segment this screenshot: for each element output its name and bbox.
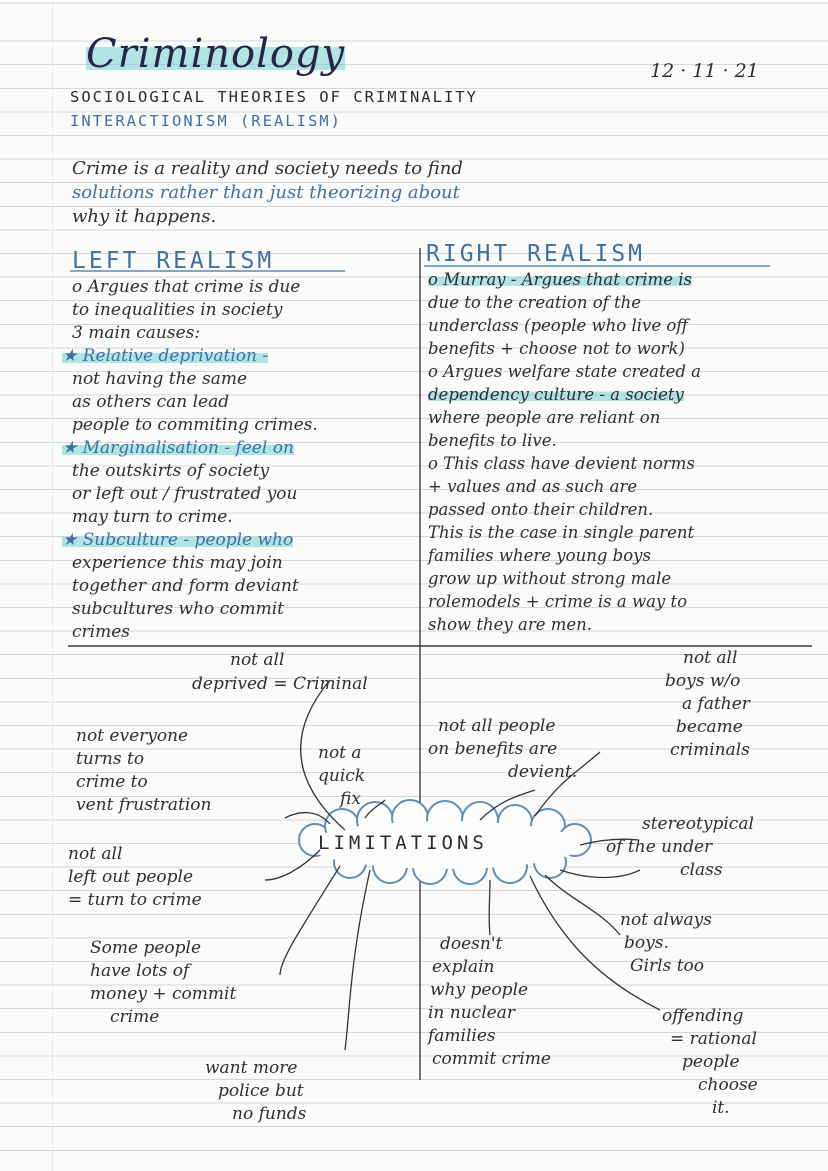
note-vent-frustration: crime to: [76, 772, 148, 792]
note-girls-too: Girls too: [630, 956, 705, 976]
left-line: or left out / frustrated you: [72, 484, 298, 504]
note-not-all-deprived-1: not all: [230, 650, 285, 670]
note-benefits-devient: devient.: [508, 762, 578, 782]
note-left-out: left out people: [68, 867, 194, 887]
note-benefits-devient: not all people: [438, 716, 556, 736]
left-line: people to commiting crimes.: [72, 415, 318, 435]
left-realism-heading: LEFT REALISM: [72, 248, 275, 274]
marginalisation-term: ★ Marginalisation - feel on: [62, 438, 294, 458]
note-benefits-devient: on benefits are: [428, 739, 558, 759]
left-line: o Argues that crime is due: [72, 277, 301, 297]
right-line: underclass (people who live off: [428, 316, 688, 335]
note-boys-father: criminals: [670, 740, 750, 760]
note-vent-frustration: vent frustration: [76, 795, 212, 815]
note-nuclear-families: families: [428, 1026, 496, 1046]
note-money-crime: crime: [110, 1007, 160, 1027]
note-stereotypical: of the under: [606, 837, 713, 857]
note-nuclear-families: commit crime: [432, 1049, 551, 1069]
note-rational-choice: it.: [712, 1098, 730, 1118]
note-rational-choice: = rational: [670, 1029, 757, 1049]
note-boys-father: not all: [683, 648, 738, 668]
note-nuclear-families: why people: [430, 980, 529, 1000]
right-line: o This class have devient norms: [428, 454, 695, 473]
note-quick-fix: fix: [340, 789, 361, 809]
right-line: o Argues welfare state created a: [428, 362, 701, 381]
note-money-crime: money + commit: [90, 984, 237, 1004]
note-stereotypical: class: [680, 860, 723, 880]
note-police-funds: police but: [218, 1081, 304, 1101]
note-police-funds: want more: [205, 1058, 298, 1078]
note-nuclear-families: explain: [432, 957, 495, 977]
note-stereotypical: stereotypical: [642, 814, 754, 834]
note-vent-frustration: not everyone: [76, 726, 189, 746]
murray-line: o Murray - Argues that crime is: [428, 270, 692, 289]
limitations-label: LIMITATIONS: [318, 832, 488, 854]
left-line: together and form deviant: [72, 576, 299, 596]
subtitle-theories: SOCIOLOGICAL THEORIES OF CRIMINALITY: [70, 88, 478, 106]
subtitle-realism: INTERACTIONISM (REALISM): [70, 112, 342, 130]
intro-line-1: Crime is a reality and society needs to find: [72, 158, 463, 179]
title-text: Criminology: [86, 31, 346, 77]
note-left-out: = turn to crime: [68, 890, 202, 910]
note-not-all-deprived-2: deprived = Criminal: [192, 674, 368, 694]
note-rational-choice: choose: [698, 1075, 758, 1095]
left-line: subcultures who commit: [72, 599, 284, 619]
left-line: the outskirts of society: [72, 461, 270, 481]
note-nuclear-families: in nuclear: [428, 1003, 515, 1023]
left-line: crimes: [72, 622, 130, 642]
right-line: + values and as such are: [428, 477, 638, 496]
note-money-crime: Some people: [90, 938, 202, 958]
note-nuclear-families: doesn't: [440, 934, 503, 954]
note-boys-father: became: [676, 717, 743, 737]
right-line: benefits + choose not to work): [428, 339, 685, 358]
note-quick-fix: not a: [318, 743, 362, 763]
dependency-culture-term: dependency culture - a society: [428, 385, 684, 404]
note-quick-fix: quick: [318, 766, 366, 786]
left-line: as others can lead: [72, 392, 230, 412]
left-line: experience this may join: [72, 553, 283, 573]
left-line: to inequalities in society: [72, 300, 283, 320]
right-line: benefits to live.: [428, 431, 557, 450]
note-rational-choice: offending: [662, 1006, 744, 1026]
note-police-funds: no funds: [232, 1104, 307, 1124]
right-line: This is the case in single parent: [428, 523, 695, 542]
right-line: where people are reliant on: [428, 408, 661, 427]
intro-line-2: solutions rather than just theorizing about: [72, 182, 460, 203]
note-girls-too: boys.: [624, 933, 669, 953]
note-boys-father: boys w/o: [665, 671, 741, 691]
subculture-term: ★ Subculture - people who: [62, 530, 294, 550]
right-line: rolemodels + crime is a way to: [428, 592, 688, 611]
intro-line-3: why it happens.: [72, 206, 217, 227]
note-left-out: not all: [68, 844, 123, 864]
note-money-crime: have lots of: [90, 961, 190, 981]
page-date: 12 · 11 · 21: [650, 60, 759, 82]
left-line: 3 main causes:: [72, 323, 201, 343]
right-line: passed onto their children.: [428, 500, 654, 519]
relative-deprivation-term: ★ Relative deprivation -: [62, 346, 269, 366]
right-line: due to the creation of the: [428, 293, 642, 312]
right-line: families where young boys: [428, 546, 651, 565]
right-line: show they are men.: [428, 615, 593, 634]
note-boys-father: a father: [682, 694, 750, 714]
left-line: may turn to crime.: [72, 507, 233, 527]
right-line: grow up without strong male: [428, 569, 672, 588]
left-line: not having the same: [72, 369, 248, 389]
note-girls-too: not always: [620, 910, 713, 930]
note-rational-choice: people: [682, 1052, 740, 1072]
note-vent-frustration: turns to: [76, 749, 145, 769]
right-realism-heading: RIGHT REALISM: [426, 241, 646, 267]
